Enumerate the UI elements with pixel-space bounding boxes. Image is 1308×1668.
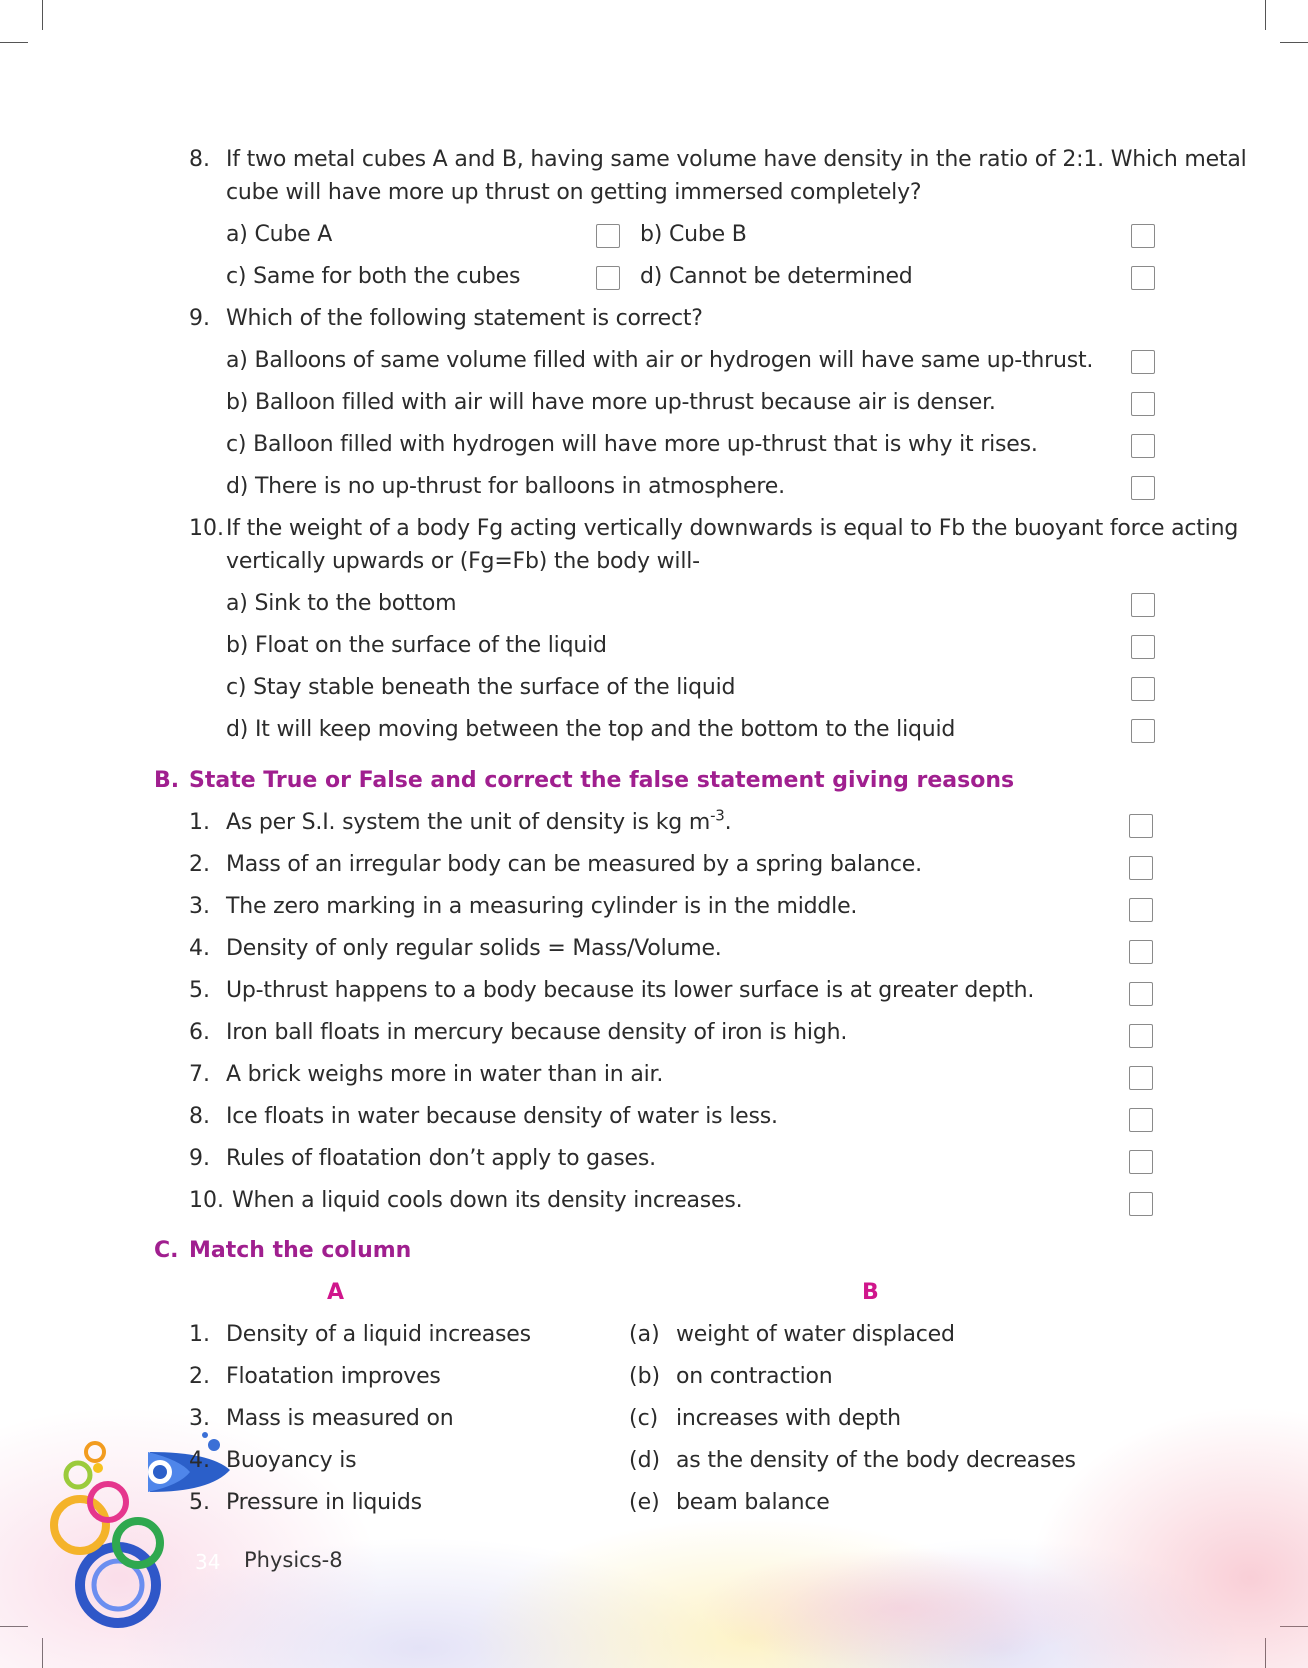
statement-number: 5. bbox=[189, 978, 210, 1003]
option-text: d) Cannot be determined bbox=[640, 264, 913, 289]
match-left-number: 4. bbox=[189, 1448, 210, 1473]
option-text: a) Balloons of same volume filled with air or hydrogen will have same up-thrust. bbox=[226, 348, 1094, 373]
column-a-header: A bbox=[327, 1280, 345, 1305]
crop-mark bbox=[42, 0, 43, 30]
match-right-text: increases with depth bbox=[676, 1406, 901, 1431]
match-right-letter: (a) bbox=[629, 1322, 660, 1347]
answer-checkbox[interactable] bbox=[596, 266, 620, 290]
statement-number: 3. bbox=[189, 894, 210, 919]
crop-mark bbox=[1265, 0, 1266, 30]
statement-number: 10. bbox=[189, 1188, 224, 1213]
statement-number: 7. bbox=[189, 1062, 210, 1087]
match-left-text: Mass is measured on bbox=[226, 1406, 454, 1431]
answer-checkbox[interactable] bbox=[1131, 476, 1155, 500]
answer-checkbox[interactable] bbox=[1129, 814, 1153, 838]
option-text: c) Same for both the cubes bbox=[226, 264, 521, 289]
answer-checkbox[interactable] bbox=[1129, 1192, 1153, 1216]
answer-checkbox[interactable] bbox=[1131, 392, 1155, 416]
match-right-letter: (d) bbox=[629, 1448, 661, 1473]
statement-number: 4. bbox=[189, 936, 210, 961]
option-text: a) Cube A bbox=[226, 222, 333, 247]
answer-checkbox[interactable] bbox=[1131, 434, 1155, 458]
statement-text: Mass of an irregular body can be measured by a spring balance. bbox=[226, 852, 922, 877]
match-left-number: 2. bbox=[189, 1364, 210, 1389]
option-text: b) Float on the surface of the liquid bbox=[226, 633, 607, 658]
answer-checkbox[interactable] bbox=[596, 224, 620, 248]
answer-checkbox[interactable] bbox=[1129, 1150, 1153, 1174]
match-right-letter: (e) bbox=[629, 1490, 660, 1515]
match-right-text: weight of water displaced bbox=[676, 1322, 955, 1347]
statement-number: 9. bbox=[189, 1146, 210, 1171]
question-number: 8. bbox=[189, 147, 210, 172]
match-right-letter: (c) bbox=[629, 1406, 659, 1431]
answer-checkbox[interactable] bbox=[1131, 677, 1155, 701]
question-text: Which of the following statement is correct? bbox=[226, 306, 703, 331]
statement-text: Ice floats in water because density of water is less. bbox=[226, 1104, 778, 1129]
option-text: c) Stay stable beneath the surface of the liquid bbox=[226, 675, 736, 700]
question-text: If two metal cubes A and B, having same volume have density in the ratio of 2:1. Which metal bbox=[226, 147, 1247, 172]
column-b-header: B bbox=[862, 1280, 879, 1305]
answer-checkbox[interactable] bbox=[1129, 1108, 1153, 1132]
option-text: b) Balloon filled with air will have more up-thrust because air is denser. bbox=[226, 390, 996, 415]
statement-number: 8. bbox=[189, 1104, 210, 1129]
match-right-text: beam balance bbox=[676, 1490, 830, 1515]
statement-text: Up-thrust happens to a body because its lower surface is at greater depth. bbox=[226, 978, 1035, 1003]
statement-text: As per S.I. system the unit of density is kg $m^{-3}$. bbox=[226, 806, 732, 835]
match-left-text: Floatation improves bbox=[226, 1364, 441, 1389]
answer-checkbox[interactable] bbox=[1129, 1066, 1153, 1090]
answer-checkbox[interactable] bbox=[1131, 266, 1155, 290]
match-right-text: as the density of the body decreases bbox=[676, 1448, 1076, 1473]
match-right-text: on contraction bbox=[676, 1364, 833, 1389]
statement-text: A brick weighs more in water than in air. bbox=[226, 1062, 664, 1087]
answer-checkbox[interactable] bbox=[1129, 856, 1153, 880]
match-left-number: 5. bbox=[189, 1490, 210, 1515]
match-left-number: 1. bbox=[189, 1322, 210, 1347]
option-text: a) Sink to the bottom bbox=[226, 591, 457, 616]
question-text: vertically upwards or (Fg=Fb) the body will- bbox=[226, 549, 700, 574]
statement-text: When a liquid cools down its density increases. bbox=[232, 1188, 743, 1213]
answer-checkbox[interactable] bbox=[1129, 1024, 1153, 1048]
statement-text: Density of only regular solids = Mass/Volume. bbox=[226, 936, 722, 961]
answer-checkbox[interactable] bbox=[1131, 350, 1155, 374]
match-left-text: Pressure in liquids bbox=[226, 1490, 422, 1515]
question-number: 10. bbox=[189, 516, 224, 541]
answer-checkbox[interactable] bbox=[1131, 635, 1155, 659]
option-text: d) It will keep moving between the top and the bottom to the liquid bbox=[226, 717, 956, 742]
match-left-text: Density of a liquid increases bbox=[226, 1322, 531, 1347]
answer-checkbox[interactable] bbox=[1129, 940, 1153, 964]
section-title: Match the column bbox=[189, 1238, 412, 1263]
crop-mark bbox=[1280, 42, 1308, 43]
option-text: b) Cube B bbox=[640, 222, 747, 247]
section-label: B. bbox=[154, 768, 180, 793]
answer-checkbox[interactable] bbox=[1131, 224, 1155, 248]
answer-checkbox[interactable] bbox=[1131, 719, 1155, 743]
answer-checkbox[interactable] bbox=[1131, 593, 1155, 617]
book-title: Physics-8 bbox=[244, 1548, 343, 1572]
statement-number: 2. bbox=[189, 852, 210, 877]
page-number: 34 bbox=[195, 1550, 221, 1574]
statement-text: Iron ball floats in mercury because density of iron is high. bbox=[226, 1020, 848, 1045]
answer-checkbox[interactable] bbox=[1129, 982, 1153, 1006]
statement-text: The zero marking in a measuring cylinder is in the middle. bbox=[226, 894, 858, 919]
statement-text: Rules of floatation don’t apply to gases. bbox=[226, 1146, 656, 1171]
statement-number: 1. bbox=[189, 810, 210, 835]
statement-number: 6. bbox=[189, 1020, 210, 1045]
question-number: 9. bbox=[189, 306, 210, 331]
question-text: cube will have more up thrust on getting immersed completely? bbox=[226, 180, 922, 205]
answer-checkbox[interactable] bbox=[1129, 898, 1153, 922]
question-text: If the weight of a body Fg acting vertically downwards is equal to Fb the buoyant force acting bbox=[226, 516, 1239, 541]
section-label: C. bbox=[154, 1238, 179, 1263]
match-left-number: 3. bbox=[189, 1406, 210, 1431]
match-left-text: Buoyancy is bbox=[226, 1448, 357, 1473]
option-text: c) Balloon filled with hydrogen will have more up-thrust that is why it rises. bbox=[226, 432, 1038, 457]
crop-mark bbox=[0, 42, 28, 43]
section-title: State True or False and correct the false statement giving reasons bbox=[189, 768, 1015, 793]
option-text: d) There is no up-thrust for balloons in atmosphere. bbox=[226, 474, 785, 499]
match-right-letter: (b) bbox=[629, 1364, 661, 1389]
